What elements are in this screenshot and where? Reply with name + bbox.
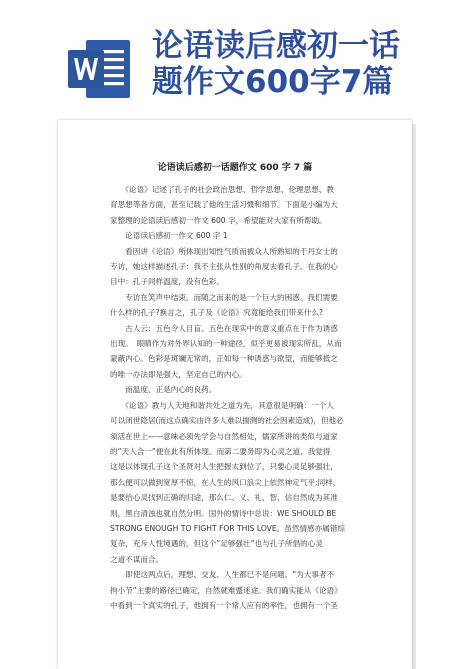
- document-line: 什么样的孔子?换言之，孔子及《论语》究竟能给我们带来什么?: [110, 308, 324, 318]
- document-line: 专访在笑声中结束，而随之而来的是一个巨大的困惑。我们需要: [110, 292, 338, 302]
- document-line: 须活在世上——意味必须先学会与自然相处，儒家所讲的类似与道家: [110, 431, 338, 441]
- document-page: [58, 120, 412, 669]
- document-line: 可以闭世隐居(而这点确实由许多人难以揣测的社会因素造成)，但他必: [110, 416, 344, 426]
- document-line: 这是以体现孔子这个圣贤对人生把握太到位了，只要心灵足够强壮，: [110, 462, 338, 472]
- document-line: 中看到一个真实的孔子，他拥有一个常人应有的率性，也拥有一个圣: [110, 600, 338, 610]
- document-line: 目中：孔子同样温度，没有色彩。: [110, 277, 224, 287]
- document-line: 即使这两点后，理想、交友、人生都已不是问题。“为大事者不: [110, 570, 335, 580]
- word-document-icon: [66, 36, 132, 102]
- document-line: 则，黑白清浊也就自然分明。国外的情诗中总说：WE SHOULD BE: [110, 508, 337, 518]
- page-title: [152, 28, 470, 100]
- document-line: 而温度，正是内心的良药。: [110, 385, 217, 395]
- document-line: 之道不谋而合。: [110, 554, 164, 564]
- document-line: 《论语》记述了孔子的社会政治思想、哲学思想、伦理思想、教: [110, 185, 335, 194]
- document-line: 的“天人合一”便在此有所体现。而第二要务即为心灵之道，我觉得: [110, 446, 331, 456]
- page-title-line-1: 论语读后感初一话: [152, 28, 400, 64]
- page-title-line-2: 题作文600字7篇: [152, 64, 394, 100]
- document-line: 复杂，充斥人性境遇的，但这个“足够强壮”也与孔子所倡的心灵: [110, 539, 323, 549]
- document-line: 家整理的论语读后感初一作文 600 字，希望能对大家有所帮助。: [110, 215, 327, 225]
- document-body: [110, 182, 372, 613]
- document-line: 论语读后感初一作文 600 字 1: [110, 231, 228, 241]
- document-line: 古人云：五色令人目盲。五色在现实中的意义重点在于作为诱惑: [110, 323, 338, 333]
- document-line: 是要给心灵找到正确的归途，那么仁、义、礼、智、信自然成为其准: [110, 493, 338, 503]
- document-title: 论语读后感初一话题作文 600 字 7 篇: [157, 163, 313, 173]
- document-line: 育思想等各方面，甚至记载了他的生活习惯和细节。下面是小编为大: [110, 200, 338, 210]
- document-line: 那么便可以做到宽厚不惊，在人生的风口浪尖上依然神定气平;同样，: [110, 477, 341, 487]
- document-line: 蒙蔽内心。色彩是斑斓无常的，正如每一种诱惑与欲望，而能够抵之: [110, 354, 338, 364]
- page-header: [0, 0, 474, 118]
- document-line: 看因讲《论语》所体现出知性气质而被众人所熟知的于丹女士的: [110, 246, 338, 256]
- document-line: 《论语》教与人天地和谐共处之道为先，其意很是明确：一个人: [110, 400, 335, 410]
- document-line: 的唯一办法即是强大，坚定自己的内心。: [110, 369, 247, 379]
- document-line: 专访，她这样描述孔子：我不主张从性别的角度去看孔子。在我的心: [110, 262, 338, 272]
- document-line: STRONG ENOUGH TO FIGHT FOR THIS LOVE。虽然情感亦属错综: [110, 523, 345, 533]
- document-line: 拘小节”主要的路径已确定，自然就难蹙迷途。我们确实能从《论语》: [110, 585, 342, 595]
- document-line: 出现。 眼睛作为对外界认知的一种途径，似乎更易被现实所乱，从而: [110, 339, 342, 349]
